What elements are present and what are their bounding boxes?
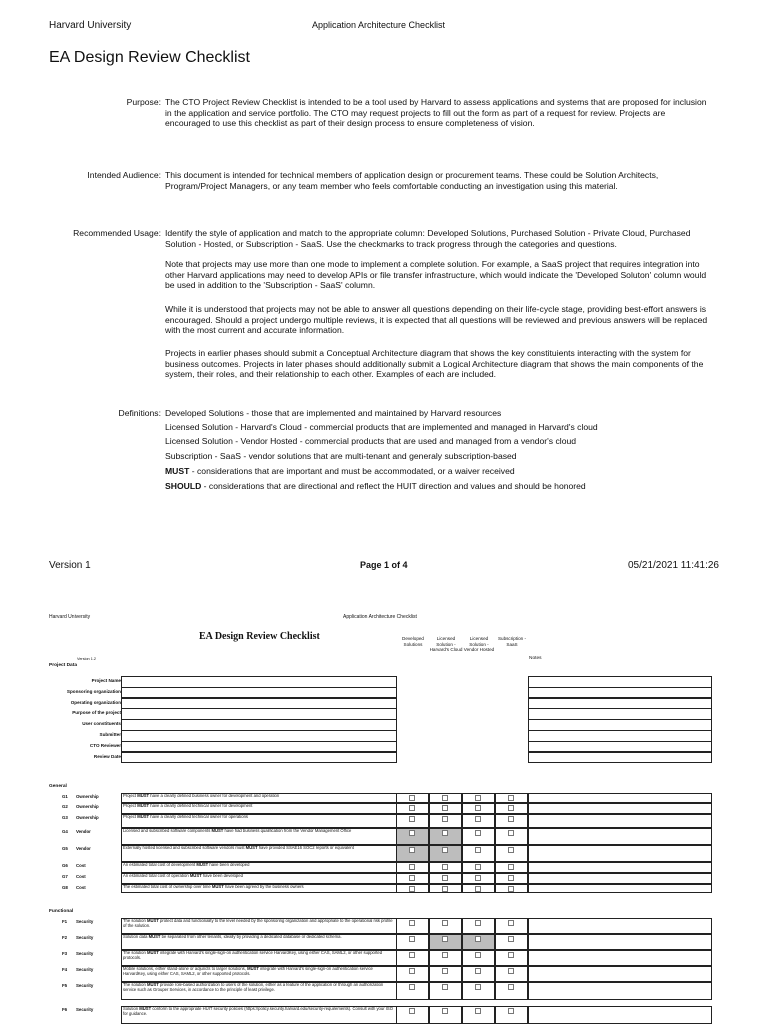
checkbox[interactable] xyxy=(475,984,481,990)
row-notes[interactable] xyxy=(528,1006,712,1024)
checkbox[interactable] xyxy=(409,847,415,853)
checkbox[interactable] xyxy=(442,936,448,942)
checkbox[interactable] xyxy=(442,920,448,926)
row-notes[interactable] xyxy=(528,862,712,873)
row-id: G3 xyxy=(62,815,68,820)
definition-item: Licensed Solution - Vendor Hosted - commercial products that are used and managed from a vendor's cloud xyxy=(165,436,577,446)
row-requirement: Solution MUST conform to the appropriate HUIT security policies (https://policy.security.harvard.edu/security-requirements). Consult with your ISO for guidance. xyxy=(121,1006,397,1024)
checkbox[interactable] xyxy=(442,805,448,811)
checkbox[interactable] xyxy=(508,847,514,853)
checkbox[interactable] xyxy=(442,875,448,881)
checkbox[interactable] xyxy=(508,968,514,974)
row-category: Ownership xyxy=(76,804,99,809)
checkbox[interactable] xyxy=(475,795,481,801)
row-id: G2 xyxy=(62,804,68,809)
row-notes[interactable] xyxy=(528,934,712,950)
checkbox[interactable] xyxy=(409,816,415,822)
row-requirement: Project MUST have a clearly defined business owner for development and operation xyxy=(121,793,397,803)
row-category: Cost xyxy=(76,885,86,890)
project-field-label: CTO Reviewer xyxy=(89,742,121,748)
row-notes[interactable] xyxy=(528,803,712,814)
usage-paragraph: While it is understood that projects may not be able to answer all questions depending on their life-cycle stage, providing best-effort answers is encouraged. Should a project undergo multiple reviews, it is expected that all questions will be reviewed and previous answers will be replaced with the most current and accurate information. xyxy=(165,304,708,336)
row-notes[interactable] xyxy=(528,982,712,1000)
checkbox[interactable] xyxy=(442,864,448,870)
project-field-notes[interactable] xyxy=(528,752,712,764)
checkbox[interactable] xyxy=(409,936,415,942)
usage-label: Recommended Usage: xyxy=(73,228,161,238)
purpose-text: The CTO Project Review Checklist is intended to be a tool used by Harvard to assess applications and systems that are proposed for inclusion in the application and service portfolio. The CTO may request projects to fill out the form as part of a request for review. Projects are encouraged to use this checklist as part of their design process to ensure completeness of vision. xyxy=(165,97,707,129)
checkbox[interactable] xyxy=(475,936,481,942)
footer-version: Version 1 xyxy=(49,560,91,571)
page2-version: Version 1.2 xyxy=(77,657,96,661)
project-field-label: Submitter xyxy=(99,732,121,737)
checkbox[interactable] xyxy=(475,886,481,892)
row-category: Vendor xyxy=(76,846,91,851)
checkbox[interactable] xyxy=(508,795,514,801)
checkbox[interactable] xyxy=(475,968,481,974)
row-category: Security xyxy=(76,935,94,940)
row-requirement: An estimated total cost of operation MUST have been developed xyxy=(121,873,397,884)
row-requirement: The solution MUST integrate with Harvard's single-sign-on authentication service HarvardKey, using either CAS, SAML2, or other supported protocols. xyxy=(121,950,397,966)
checkbox[interactable] xyxy=(508,864,514,870)
row-requirement: Project MUST have a clearly defined technical owner for operations xyxy=(121,814,397,828)
row-notes[interactable] xyxy=(528,845,712,862)
checkbox[interactable] xyxy=(409,984,415,990)
checkbox[interactable] xyxy=(442,830,448,836)
row-requirement: Project MUST have a clearly defined technical owner for development xyxy=(121,803,397,814)
checkbox[interactable] xyxy=(442,1008,448,1014)
checkbox[interactable] xyxy=(409,830,415,836)
row-category: Security xyxy=(76,919,94,924)
checkbox[interactable] xyxy=(475,864,481,870)
checkbox[interactable] xyxy=(475,816,481,822)
checkbox[interactable] xyxy=(442,816,448,822)
row-requirement: Licensed and subscribed software components MUST have had business qualification from the Vendor Management Office xyxy=(121,828,397,845)
checkbox[interactable] xyxy=(475,920,481,926)
row-id: F1 xyxy=(62,919,68,924)
column-header-developed: Developed Solutions xyxy=(402,636,424,647)
row-id: G7 xyxy=(62,874,68,879)
checkbox[interactable] xyxy=(508,886,514,892)
row-notes[interactable] xyxy=(528,884,712,893)
page2-header-doc: Application Architecture Checklist xyxy=(343,614,417,620)
project-field-label: Operating organization xyxy=(70,699,121,705)
definitions-label: Definitions: xyxy=(118,408,161,418)
project-field-label: User constituents xyxy=(82,721,121,727)
section-label: Functional xyxy=(49,909,74,914)
column-header-saas: Subscription - SaaS xyxy=(497,636,527,647)
project-field-label: Review Date xyxy=(93,753,121,759)
checkbox[interactable] xyxy=(475,805,481,811)
definition-item: Licensed Solution - Harvard's Cloud - commercial products that are implemented and managed in Harvard's cloud xyxy=(165,422,598,432)
project-field-label: Sponsoring organization xyxy=(66,688,121,694)
row-notes[interactable] xyxy=(528,828,712,845)
checkbox[interactable] xyxy=(508,816,514,822)
checkbox[interactable] xyxy=(508,830,514,836)
project-data-label: Project Data xyxy=(49,663,77,668)
page1-title: EA Design Review Checklist xyxy=(49,49,250,66)
row-notes[interactable] xyxy=(528,950,712,966)
row-id: G6 xyxy=(62,863,68,868)
footer-page-number: Page 1 of 4 xyxy=(360,560,408,570)
row-notes[interactable] xyxy=(528,793,712,803)
checkbox[interactable] xyxy=(475,875,481,881)
row-requirement: The estimated total cost of ownership over time MUST have been agreed by the business owners xyxy=(121,884,397,893)
checkbox[interactable] xyxy=(475,1008,481,1014)
row-category: Ownership xyxy=(76,815,99,820)
row-category: Security xyxy=(76,983,94,988)
row-category: Vendor xyxy=(76,829,91,834)
notes-header: Notes xyxy=(529,656,542,661)
row-category: Cost xyxy=(76,874,86,879)
checkbox[interactable] xyxy=(508,936,514,942)
checkbox[interactable] xyxy=(442,886,448,892)
project-field-input[interactable] xyxy=(121,752,397,764)
page1-header-org: Harvard University xyxy=(49,20,132,31)
column-header-licensed-harvard: Licensed Solution - Harvard's Cloud xyxy=(429,636,463,652)
purpose-label: Purpose: xyxy=(126,97,161,107)
checkbox[interactable] xyxy=(508,1008,514,1014)
row-requirement: An estimated total cost of development MUST have been developed xyxy=(121,862,397,873)
page2-title: EA Design Review Checklist xyxy=(199,631,320,642)
row-id: G1 xyxy=(62,794,68,799)
row-category: Security xyxy=(76,1007,94,1012)
checkbox[interactable] xyxy=(409,864,415,870)
row-notes[interactable] xyxy=(528,814,712,828)
checkbox[interactable] xyxy=(475,952,481,958)
checkbox[interactable] xyxy=(409,805,415,811)
definition-item: MUST - considerations that are important and must be accommodated, or a waiver received xyxy=(165,466,515,476)
row-category: Security xyxy=(76,951,94,956)
row-id: F6 xyxy=(62,1007,68,1012)
row-category: Cost xyxy=(76,863,86,868)
row-requirement: The solution MUST provide role-based authorization to users of the solution, either as a feature of the application or through an authorization service such as Grouper Services, in accordance to the principle of least privilege. xyxy=(121,982,397,1000)
row-id: F4 xyxy=(62,967,68,972)
row-requirement: Mobile solutions, either stand-alone or adjuncts to larger solutions, MUST integrate with Harvard's single-sign-on authentication service HarvardKey, using either CAS, SAML2, or other supported protocols. xyxy=(121,966,397,982)
checkbox[interactable] xyxy=(475,830,481,836)
checkbox[interactable] xyxy=(442,847,448,853)
definition-item: Developed Solutions - those that are implemented and maintained by Harvard resources xyxy=(165,408,502,418)
row-id: G4 xyxy=(62,829,68,834)
definition-item: Subscription - SaaS - vendor solutions that are multi-tenant and generaly subscription-based xyxy=(165,451,517,461)
checkbox[interactable] xyxy=(442,968,448,974)
checkbox[interactable] xyxy=(409,968,415,974)
row-notes[interactable] xyxy=(528,873,712,884)
row-id: F3 xyxy=(62,951,68,956)
usage-paragraph: Note that projects may use more than one mode to implement a complete solution. For example, a SaaS project that requires integration into other Harvard applications may need to develop APIs or file transfer infrastructure, which would indicate the 'Developed Soluton' column would be used in addition to the 'Subscription - SaaS' column. xyxy=(165,259,707,291)
checkbox[interactable] xyxy=(508,952,514,958)
row-notes[interactable] xyxy=(528,966,712,982)
checkbox[interactable] xyxy=(442,795,448,801)
row-id: F2 xyxy=(62,935,68,940)
row-requirement: Solution data MUST be separated from other tenants, ideally by providing a dedicated database or dedicated schema. xyxy=(121,934,397,950)
checkbox[interactable] xyxy=(508,875,514,881)
checkbox[interactable] xyxy=(409,920,415,926)
audience-label: Intended Audience: xyxy=(87,170,161,180)
row-notes[interactable] xyxy=(528,918,712,934)
checkbox[interactable] xyxy=(409,1008,415,1014)
row-id: F5 xyxy=(62,983,68,988)
checkbox[interactable] xyxy=(442,952,448,958)
definition-item: SHOULD - considerations that are directional and reflect the HUIT direction and values and should be honored xyxy=(165,481,586,491)
usage-text: Identify the style of application and match to the appropriate column: Developed Solutions, Purchased Solution - Private Cloud, Purchased Solution - Hosted, or Subscription - SaaS. Use the checkmarks to track progress through the categories and questions. xyxy=(165,228,691,249)
checkbox[interactable] xyxy=(475,847,481,853)
column-header-licensed-vendor: Licensed Solution - Vendor Hosted xyxy=(463,636,495,652)
row-id: G5 xyxy=(62,846,68,851)
checkbox[interactable] xyxy=(409,886,415,892)
checkbox[interactable] xyxy=(409,875,415,881)
page1-header-doc: Application Architecture Checklist xyxy=(312,20,446,30)
project-field-label: Project Name xyxy=(91,678,121,683)
checkbox[interactable] xyxy=(508,984,514,990)
project-field-label: Purpose of the project xyxy=(72,710,121,716)
row-id: G8 xyxy=(62,885,68,890)
checkbox[interactable] xyxy=(508,920,514,926)
page2-header-org: Harvard University xyxy=(49,614,91,620)
usage-paragraph: Projects in earlier phases should submit a Conceptual Architecture diagram that shows the key constituients interacting with the system for business outcomes. Projects in later phases should additionally submit a Logical Architecture diagram that shows the main components of the system, their roles, and their relationship to each other. Examples of each are included. xyxy=(165,348,704,380)
row-requirement: The solution MUST protect data and functionality to the level needed by the sponsoring organization and appropriate to the operational risk profile of the solution. xyxy=(121,918,397,934)
row-category: Ownership xyxy=(76,794,99,799)
footer-datetime: 05/21/2021 11:41:26 xyxy=(627,560,719,571)
checkbox[interactable] xyxy=(508,805,514,811)
section-label: General xyxy=(49,784,67,789)
row-category: Security xyxy=(76,967,94,972)
checkbox[interactable] xyxy=(409,952,415,958)
checkbox[interactable] xyxy=(409,795,415,801)
checkbox[interactable] xyxy=(442,984,448,990)
row-requirement: Externally hosted licensed and subscribed software vendors must MUST have provided SSAE16 SOC2 reports or equivalent xyxy=(121,845,397,862)
audience-text: This document is intended for technical members of application design or procurement teams. These could be Solution Architects, Program/Project Managers, or any team member who feels comfortable conducting an investigation using this material. xyxy=(165,170,659,191)
